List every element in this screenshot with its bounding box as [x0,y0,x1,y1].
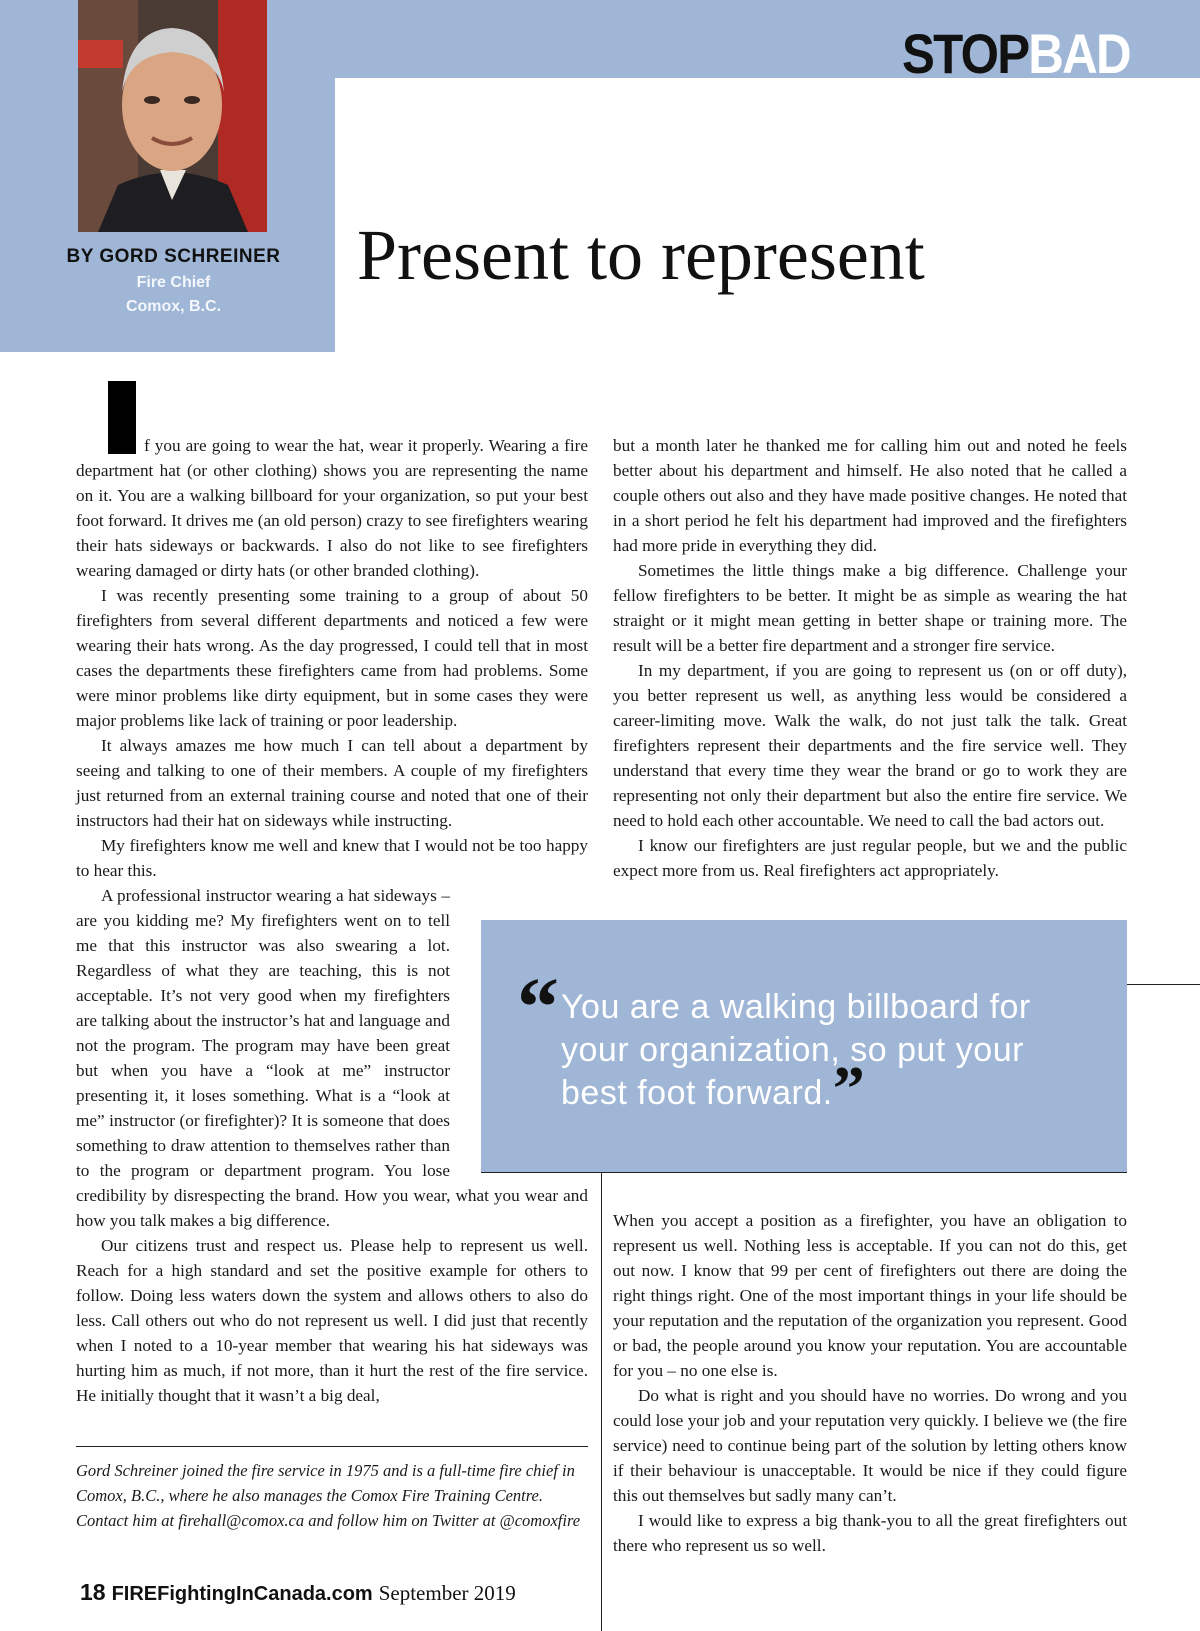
magazine-site: FIREFightingInCanada.com [111,1583,373,1605]
author-location: Comox, B.C. [125,298,222,315]
article-paragraph: My firefighters know me well and knew that I would not be too happy to hear this. [76,836,588,880]
article-paragraph: but a month later he thanked me for calling him out and noted he feels better about his department and himself. He also noted that he called a couple others out also and they have made positive changes. He noted that in a short period he felt his department had improved and the firefighters had more pride in everything they did. [613,436,1127,555]
page-footer [80,1579,516,1606]
divider-line [1127,984,1200,985]
article-headline: Present to represent [357,215,925,295]
author-portrait [78,0,267,232]
article-paragraph: In my department, if you are going to represent us (on or off duty), you better represent us well, as anything less would be considered a career-limiting move. Walk the walk, do not just talk the talk. Great firefighters represent their departments and the fire service well. They understand that every time they wear the brand or go to work they are representing not only their department but also the entire fire service. We need to hold each other accountable. We need to call the bad actors out. [613,661,1127,830]
article-column-right-top [613,433,1127,883]
close-quote-mark: ” [832,1053,866,1124]
article-paragraph: It always amazes me how much I can tell about a department by seeing and talking to one of their members. A couple of my firefighters just returned from an external training course and noted that one of their instructors had their hat on sideways while instructing. [76,736,588,830]
bio-divider [76,1446,588,1447]
column-divider [601,1172,602,1631]
divider-line [481,1172,1127,1173]
logo-bad: BAD [1028,22,1130,85]
article-paragraph: I would like to express a big thank-you to all the great firefighters out there who represent us so well. [613,1511,1127,1555]
author-name: BY GORD SCHREINER [66,246,281,267]
page-number: 18 [80,1579,106,1605]
article-paragraph: Do what is right and you should have no worries. Do wrong and you could lose your job and your reputation very quickly. I believe we (the fire service) need to continue being part of the solution by letting others know if their behaviour is unacceptable. It would be nice if they could figure this out themselves but sadly many can’t. [613,1386,1127,1505]
article-column-right-bottom [613,1208,1127,1558]
author-bio: Gord Schreiner joined the fire service in 1975 and is a full-time fire chief in Comox, B.C., where he also manages the Comox Fire Training Centre. Contact him at firehall@comox.ca and follow him on Twitter at @comoxfire [76,1461,581,1530]
byline [0,246,347,316]
article-paragraph: I was recently presenting some training to a group of about 50 firefighters from several different departments and noticed a few were wearing their hats wrong. As the day progressed, I could tell that in most cases the departments these firefighters came from had problems. Some were minor problems like dirty equipment, but in some cases they were major problems like lack of training or poor leadership. [76,586,588,730]
section-logo [902,22,1130,85]
open-quote-mark: “ [517,961,559,1054]
author-role: Fire Chief [136,274,211,291]
article-paragraph: When you accept a position as a firefighter, you have an obligation to represent us well. Nothing less is acceptable. If you can not do this, get out now. I know that 99 per cent of firefighters out there are doing the right things right. One of the most important things in your life should be your reputation and the reputation of the organization you represent. Good or bad, the people around you know your reputation. You are accountable for you – no one else is. [613,1211,1127,1380]
article-paragraph: A professional instructor wearing a hat sideways – are you kidding me? My firefighters went on to tell me that this instructor was also swearing a lot. Regardless of what they are teaching, this is not acceptable. It’s not very good when my firefighters are talking about the instructor’s hat and language and not the program. The program may have been great but when you have a “look at me” instructor presenting it, it loses something. What is a “look at me” instructor (or firefighter)? It is someone that does something to draw attention to themselves rather than to the program or department program. You lose credibility by disrespecting the brand. How you wear, what you wear and how you talk makes a big difference. [76,883,588,1233]
issue-date: September 2019 [378,1581,516,1605]
article-paragraph: f you are going to wear the hat, wear it properly. Wearing a fire department hat (or other clothing) shows you are representing the name on it. You are a walking billboard for your organization, so put your best foot forward. It drives me (an old person) crazy to see firefighters wearing their hats sideways or backwards. I also do not like to see firefighters wearing damaged or dirty hats (or other branded clothing). [76,433,588,583]
article-paragraph: I know our firefighters are just regular people, but we and the public expect more from us. Real firefighters act appropriately. [613,836,1127,880]
article-paragraph: Sometimes the little things make a big difference. Challenge your fellow firefighters to be better. It might be as simple as wearing the hat straight or it might mean getting in better shape or training more. The result will be a better fire department and a stronger fire service. [613,561,1127,655]
pull-quote [481,920,1127,1172]
article-paragraph: Our citizens trust and respect us. Please help to represent us well. Reach for a high standard and set the positive example for others to follow. Doing less waters down the system and allows others to also do less. Call others out who do not represent us well. I did just that recently when I noted to a 10-year member that wearing his hat sideways was hurting him as much, if not more, than it hurt the rest of the fire service. He initially thought that it wasn’t a big deal, [76,1236,588,1405]
drop-cap [108,381,136,454]
pull-quote-text: You are a walking billboard for your organization, so put your best foot forward.” [561,988,1031,1124]
logo-stop: STOP [902,22,1029,85]
